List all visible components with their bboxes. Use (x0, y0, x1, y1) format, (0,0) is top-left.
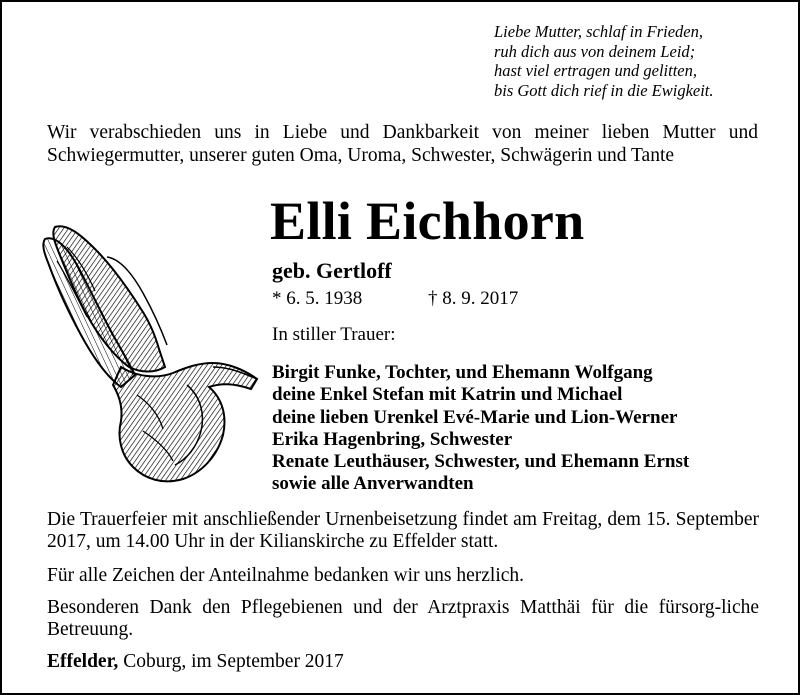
closing-date: Coburg, im September 2017 (118, 651, 344, 672)
mourner-line: deine Enkel Stefan mit Katrin und Michael (272, 384, 623, 406)
poem-line: Liebe Mutter, schlaf in Frieden, (494, 22, 703, 41)
place-name: Effelder, (47, 651, 119, 672)
birth-name: geb. Gertloff (272, 258, 392, 283)
birth-date: * 6. 5. 1938 (272, 288, 363, 309)
mourner-line: Birgit Funke, Tochter, und Ehemann Wolfgang (272, 362, 653, 383)
special-thanks-text: Besonderen Dank den Pflegebienen und der Arztpraxis Matthäi für die fürsorg-liche Betreuung. (47, 597, 759, 640)
funeral-details: Die Trauerfeier mit anschließender Urnenbeisetzung findet am Freitag, dem 15. September 2017, um 14.00 Uhr in der Kilianskirche zu Effelder statt. (47, 509, 759, 552)
death-date: † 8. 9. 2017 (428, 288, 519, 309)
poem-line: ruh dich aus von deinem Leid; (494, 41, 696, 61)
poem-line: bis Gott dich rief in die Ewigkeit. (494, 80, 714, 100)
poem (494, 22, 714, 100)
mourner-line: Erika Hagenbring, Schwester (272, 428, 513, 450)
mourners-list (272, 362, 689, 496)
mourning-heading: In stiller Trauer: (272, 324, 396, 345)
thanks-text: Für alle Zeichen der Anteilnahme bedanken wir uns herzlich. (47, 565, 525, 586)
deceased-name: Elli Eichhorn (270, 191, 585, 251)
mourner-line: sowie alle Anverwandten (272, 473, 474, 495)
life-dates (272, 288, 519, 310)
mourner-line: Renate Leuthäuser, Schwester, und Ehemann Ernst (272, 451, 690, 473)
intro-line: Schwiegermutter, unserer guten Oma, Uroma, Schwester, Schwägerin und Tante (47, 145, 675, 166)
poem-line: hast viel ertragen und gelitten, (494, 61, 698, 80)
intro-text (47, 121, 758, 167)
praying-hands-icon (37, 217, 262, 487)
mourner-line: deine lieben Urenkel Evé-Marie und Lion-Werner (272, 406, 678, 428)
intro-line: Wir verabschieden uns in Liebe und Dankbarkeit von meiner lieben Mutter und (47, 122, 758, 143)
place-and-date (47, 651, 344, 673)
